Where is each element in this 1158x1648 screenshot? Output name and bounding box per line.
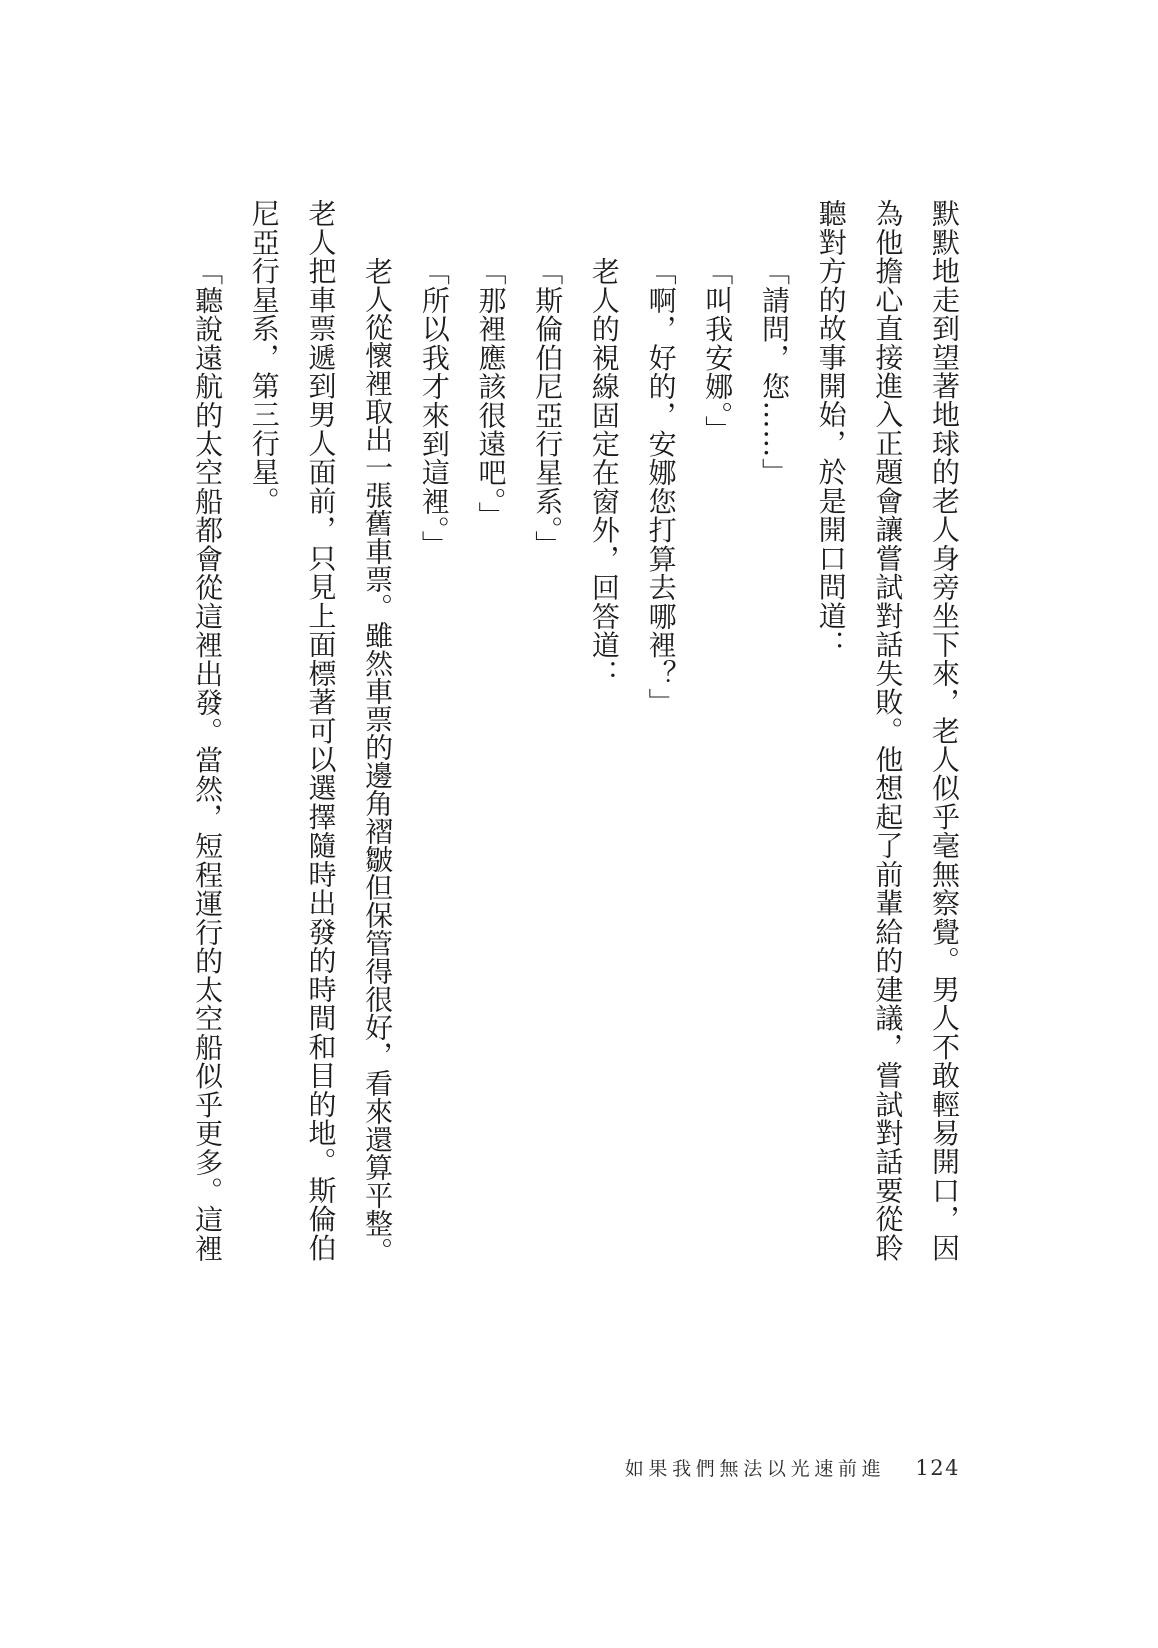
- dialogue-column: 「那裡應該很遠吧。」: [474, 256, 508, 530]
- dialogue-column: 「聽說遠航的太空船都會從這裡出發。當然，短程運行的太空船似乎更多。這裡: [191, 256, 225, 1263]
- dialogue-column: 「叫我安娜。」: [701, 256, 735, 444]
- text-column: 為他擔心直接進入正題會讓嘗試對話失敗。他想起了前輩給的建議，嘗試對話要從聆: [871, 199, 905, 1263]
- text-column: 聽對方的故事開始，於是開口問道：: [814, 199, 848, 659]
- dialogue-column: 「所以我才來到這裡。」: [417, 256, 451, 559]
- text-column: 默默地走到望著地球的老人身旁坐下來，老人似乎毫無察覺。男人不敢輕易開口，因: [928, 199, 961, 1263]
- running-footer: [625, 1454, 960, 1481]
- text-column: 老人把車票遞到男人面前，只見上面標著可以選擇隨時出發的時間和目的地。斯倫伯: [304, 199, 338, 1263]
- dialogue-column: 「斯倫伯尼亞行星系。」: [531, 256, 565, 559]
- text-column: 尼亞行星系，第三行星。: [247, 199, 281, 516]
- dialogue-column: 「請問，您……」: [757, 256, 791, 487]
- dialogue-column: 「啊，好的，安娜您打算去哪裡？」: [644, 256, 678, 717]
- text-column: 老人的視線固定在窗外，回答道：: [587, 256, 621, 688]
- body-text: [178, 199, 972, 1289]
- page-number: 124: [915, 1456, 960, 1480]
- book-title: 如果我們無法以光速前進: [624, 1458, 886, 1480]
- text-column: 老人從懷裡取出一張舊車票。雖然車票的邊角褶皺但保管得很好，看來還算平整。: [361, 256, 395, 1265]
